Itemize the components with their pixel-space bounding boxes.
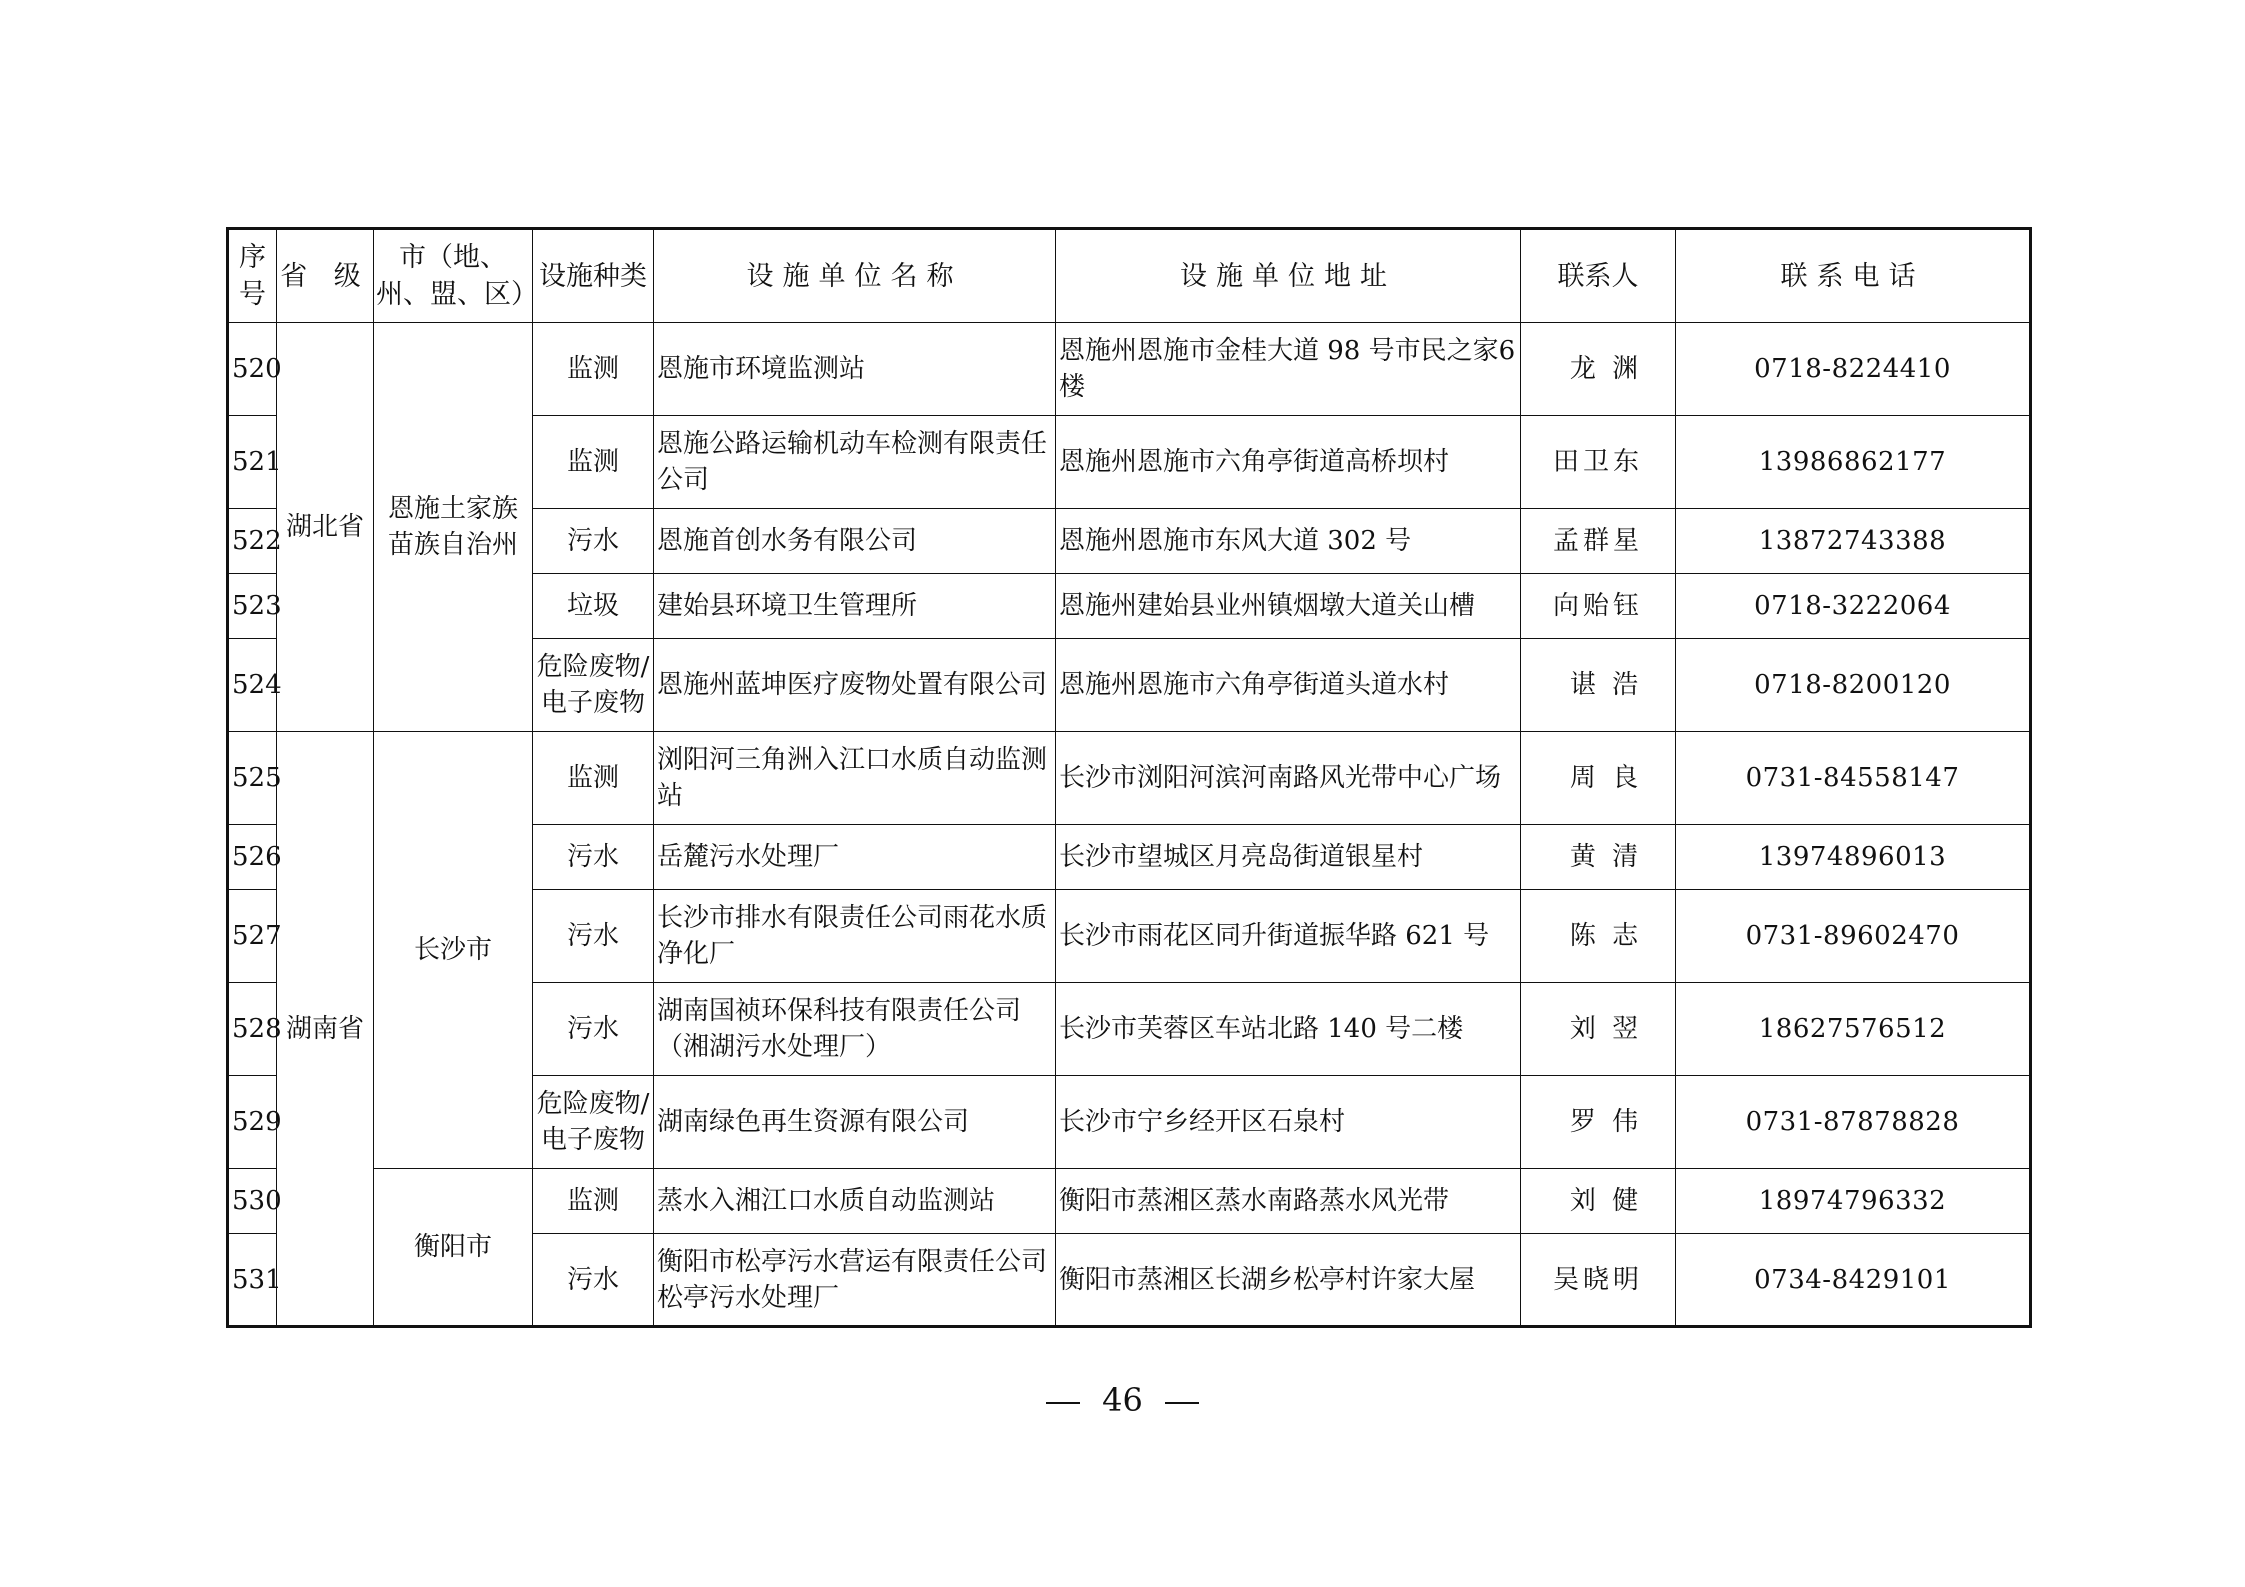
row-seq: 524 xyxy=(228,639,277,732)
row-name: 恩施首创水务有限公司 xyxy=(654,509,1056,574)
header-type: 设施种类 xyxy=(533,229,654,323)
row-contact: 刘 健 xyxy=(1521,1169,1676,1234)
row-name: 恩施州蓝坤医疗废物处置有限公司 xyxy=(654,639,1056,732)
facility-table-container xyxy=(226,227,2029,1328)
header-row xyxy=(228,229,2031,323)
page-footer xyxy=(0,1380,2245,1420)
row-name: 建始县环境卫生管理所 xyxy=(654,574,1056,639)
page-number: 46 xyxy=(1102,1381,1143,1419)
row-type: 监测 xyxy=(533,732,654,825)
row-address: 恩施州恩施市东风大道 302 号 xyxy=(1056,509,1521,574)
footer-dash-left xyxy=(1046,1402,1080,1404)
row-seq: 527 xyxy=(228,890,277,983)
row-seq: 530 xyxy=(228,1169,277,1234)
header-phone: 联系电话 xyxy=(1676,229,2031,323)
row-address: 长沙市望城区月亮岛街道银星村 xyxy=(1056,825,1521,890)
row-address: 长沙市浏阳河滨河南路风光带中心广场 xyxy=(1056,732,1521,825)
row-phone: 18627576512 xyxy=(1676,983,2031,1076)
row-name: 岳麓污水处理厂 xyxy=(654,825,1056,890)
row-type: 垃圾 xyxy=(533,574,654,639)
table-row xyxy=(228,323,2031,416)
row-seq: 529 xyxy=(228,1076,277,1169)
header-contact: 联系人 xyxy=(1521,229,1676,323)
row-phone: 0718-3222064 xyxy=(1676,574,2031,639)
header-address: 设施单位地址 xyxy=(1056,229,1521,323)
row-phone: 0734-8429101 xyxy=(1676,1234,2031,1327)
row-contact: 周 良 xyxy=(1521,732,1676,825)
row-contact: 田卫东 xyxy=(1521,416,1676,509)
row-seq: 520 xyxy=(228,323,277,416)
row-name: 蒸水入湘江口水质自动监测站 xyxy=(654,1169,1056,1234)
row-phone: 0731-87878828 xyxy=(1676,1076,2031,1169)
row-seq: 525 xyxy=(228,732,277,825)
row-type: 污水 xyxy=(533,983,654,1076)
row-type: 危险废物/电子废物 xyxy=(533,1076,654,1169)
row-seq: 523 xyxy=(228,574,277,639)
row-contact: 向贻钰 xyxy=(1521,574,1676,639)
row-type: 监测 xyxy=(533,323,654,416)
row-seq: 522 xyxy=(228,509,277,574)
row-phone: 13872743388 xyxy=(1676,509,2031,574)
row-name: 湖南国祯环保科技有限责任公司（湘湖污水处理厂） xyxy=(654,983,1056,1076)
province-cell-hunan: 湖南省 xyxy=(277,732,374,1327)
row-address: 衡阳市蒸湘区长湖乡松亭村许家大屋 xyxy=(1056,1234,1521,1327)
header-seq: 序号 xyxy=(228,229,277,323)
row-type: 污水 xyxy=(533,1234,654,1327)
row-type: 危险废物/电子废物 xyxy=(533,639,654,732)
row-type: 污水 xyxy=(533,825,654,890)
row-seq: 526 xyxy=(228,825,277,890)
row-address: 长沙市雨花区同升街道振华路 621 号 xyxy=(1056,890,1521,983)
row-phone: 0731-89602470 xyxy=(1676,890,2031,983)
row-phone: 13974896013 xyxy=(1676,825,2031,890)
row-name: 恩施市环境监测站 xyxy=(654,323,1056,416)
table-row xyxy=(228,732,2031,825)
row-contact: 陈 志 xyxy=(1521,890,1676,983)
row-type: 监测 xyxy=(533,1169,654,1234)
row-address: 长沙市宁乡经开区石泉村 xyxy=(1056,1076,1521,1169)
row-address: 恩施州恩施市金桂大道 98 号市民之家6 楼 xyxy=(1056,323,1521,416)
row-contact: 吴晓明 xyxy=(1521,1234,1676,1327)
row-contact: 谌 浩 xyxy=(1521,639,1676,732)
row-address: 恩施州恩施市六角亭街道高桥坝村 xyxy=(1056,416,1521,509)
row-phone: 0718-8200120 xyxy=(1676,639,2031,732)
row-name: 衡阳市松亭污水营运有限责任公司松亭污水处理厂 xyxy=(654,1234,1056,1327)
row-contact: 罗 伟 xyxy=(1521,1076,1676,1169)
row-address: 长沙市芙蓉区车站北路 140 号二楼 xyxy=(1056,983,1521,1076)
row-contact: 黄 清 xyxy=(1521,825,1676,890)
row-contact: 刘 翌 xyxy=(1521,983,1676,1076)
row-seq: 531 xyxy=(228,1234,277,1327)
row-address: 恩施州建始县业州镇烟墩大道关山槽 xyxy=(1056,574,1521,639)
header-province: 省 级 xyxy=(277,229,374,323)
table-row xyxy=(228,1169,2031,1234)
row-address: 衡阳市蒸湘区蒸水南路蒸水风光带 xyxy=(1056,1169,1521,1234)
row-seq: 528 xyxy=(228,983,277,1076)
row-phone: 13986862177 xyxy=(1676,416,2031,509)
row-type: 污水 xyxy=(533,509,654,574)
city-cell-hengyang: 衡阳市 xyxy=(374,1169,533,1327)
row-name: 浏阳河三角洲入江口水质自动监测站 xyxy=(654,732,1056,825)
row-phone: 0718-8224410 xyxy=(1676,323,2031,416)
city-cell-enshi: 恩施土家族苗族自治州 xyxy=(374,323,533,732)
row-type: 污水 xyxy=(533,890,654,983)
row-type: 监测 xyxy=(533,416,654,509)
row-contact: 孟群星 xyxy=(1521,509,1676,574)
row-phone: 18974796332 xyxy=(1676,1169,2031,1234)
row-name: 湖南绿色再生资源有限公司 xyxy=(654,1076,1056,1169)
header-city: 市（地、州、盟、区） xyxy=(374,229,533,323)
header-name: 设施单位名称 xyxy=(654,229,1056,323)
row-seq: 521 xyxy=(228,416,277,509)
province-cell-hubei: 湖北省 xyxy=(277,323,374,732)
row-phone: 0731-84558147 xyxy=(1676,732,2031,825)
row-name: 长沙市排水有限责任公司雨花水质净化厂 xyxy=(654,890,1056,983)
row-contact: 龙 渊 xyxy=(1521,323,1676,416)
row-address: 恩施州恩施市六角亭街道头道水村 xyxy=(1056,639,1521,732)
footer-dash-right xyxy=(1165,1402,1199,1404)
facility-table xyxy=(226,227,2032,1328)
row-name: 恩施公路运输机动车检测有限责任公司 xyxy=(654,416,1056,509)
city-cell-changsha: 长沙市 xyxy=(374,732,533,1169)
